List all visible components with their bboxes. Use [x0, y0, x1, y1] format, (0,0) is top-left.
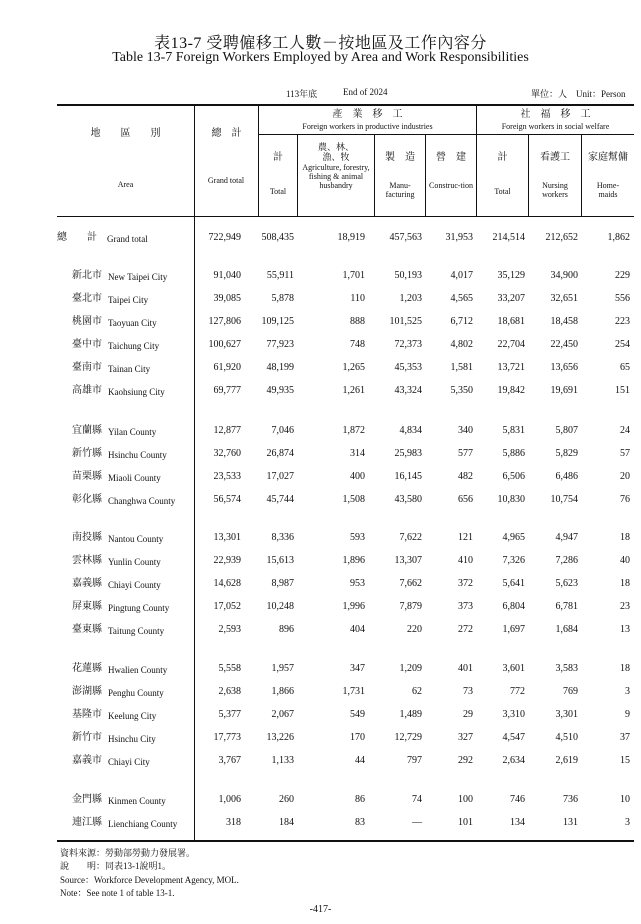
cell-maid: 24	[620, 425, 630, 436]
cell-manu: 25,983	[394, 448, 422, 459]
cell-grand: 13,301	[213, 532, 241, 543]
cell-agri: 86	[355, 794, 365, 805]
table-top-rule	[57, 104, 634, 106]
row-area-en: Hwalien County	[108, 665, 168, 675]
cell-maid: 18	[620, 578, 630, 589]
cell-grand: 100,627	[208, 339, 241, 350]
col-divider-agri	[374, 134, 375, 216]
header-area-zh: 地 區 別	[90, 128, 161, 139]
header-nurse-en: Nursing workers	[542, 181, 568, 199]
page-number: -417-	[309, 904, 332, 915]
header-cons-en: Construc-tion	[429, 181, 473, 190]
cell-maid: 23	[620, 601, 630, 612]
row-area-en: Taichung City	[108, 341, 160, 351]
row-area-en: Miaoli County	[108, 473, 161, 483]
cell-grand: 5,377	[218, 709, 241, 720]
unit-zh: 單位：人	[531, 89, 568, 99]
cell-s-total: 19,842	[497, 385, 525, 396]
header-cons-zh: 營 建	[436, 152, 466, 163]
cell-cons: 4,017	[450, 270, 473, 281]
cell-maid: 76	[620, 494, 630, 505]
cell-s-total: 33,207	[497, 293, 525, 304]
cell-p-total: 8,336	[271, 532, 294, 543]
cell-agri: 953	[350, 578, 365, 589]
cell-manu: 1,203	[399, 293, 422, 304]
row-area-zh: 嘉義市	[72, 755, 102, 766]
row-area-zh: 澎湖縣	[72, 686, 102, 697]
header-agri-en: Agriculture, forestry, fishing & animal husbandry	[302, 163, 370, 190]
cell-manu: 797	[407, 755, 422, 766]
row-area-zh: 臺中市	[72, 339, 102, 350]
row-area-zh: 總 計	[57, 232, 97, 243]
cell-nurse: 7,286	[555, 555, 578, 566]
cell-agri: 18,919	[337, 232, 365, 243]
cell-agri: 347	[350, 663, 365, 674]
cell-s-total: 5,831	[502, 425, 525, 436]
cell-grand: 56,574	[213, 494, 241, 505]
row-area-en: Lienchiang County	[108, 819, 178, 829]
row-area-zh: 桃園市	[72, 316, 102, 327]
row-area-zh: 新竹縣	[72, 448, 102, 459]
row-area-en: Hsinchu County	[108, 450, 167, 460]
cell-cons: 373	[458, 601, 473, 612]
row-area-en: Chiayi County	[108, 580, 161, 590]
cell-manu: 7,662	[399, 578, 422, 589]
row-area-en: Pingtung County	[108, 603, 170, 613]
cell-manu: 1,489	[399, 709, 422, 720]
cell-grand: 91,040	[213, 270, 241, 281]
cell-nurse: 34,900	[550, 270, 578, 281]
cell-cons: 101	[458, 817, 473, 828]
cell-cons: 121	[458, 532, 473, 543]
cell-cons: 31,953	[445, 232, 473, 243]
cell-maid: 15	[620, 755, 630, 766]
cell-agri: 1,265	[342, 362, 365, 373]
cell-agri: 404	[350, 624, 365, 635]
cell-agri: 593	[350, 532, 365, 543]
cell-p-total: 508,435	[261, 232, 294, 243]
cell-s-total: 13,721	[497, 362, 525, 373]
cell-grand: 69,777	[213, 385, 241, 396]
cell-grand: 2,638	[218, 686, 241, 697]
header-maid-en: Home-maids	[596, 181, 620, 199]
cell-maid: 9	[625, 709, 630, 720]
cell-s-total: 2,634	[502, 755, 525, 766]
cell-cons: 5,350	[450, 385, 473, 396]
row-area-zh: 連江縣	[72, 817, 102, 828]
row-area-en: Tainan City	[108, 364, 151, 374]
cell-maid: 18	[620, 663, 630, 674]
cell-cons: 340	[458, 425, 473, 436]
row-area-en: Yilan County	[108, 427, 157, 437]
cell-s-total: 10,830	[497, 494, 525, 505]
cell-manu: 7,879	[399, 601, 422, 612]
cell-nurse: 3,301	[555, 709, 578, 720]
cell-p-total: 17,027	[266, 471, 294, 482]
row-area-en: Nantou County	[108, 534, 164, 544]
cell-grand: 22,939	[213, 555, 241, 566]
header-nurse-zh: 看護工	[540, 152, 570, 163]
table-bottom-rule	[57, 840, 634, 842]
header-maid-zh: 家庭幫傭	[588, 152, 628, 163]
row-area-en: Changhwa County	[108, 496, 176, 506]
cell-grand: 3,767	[218, 755, 241, 766]
cell-p-total: 184	[279, 817, 294, 828]
cell-agri: 400	[350, 471, 365, 482]
cell-agri: 1,701	[342, 270, 365, 281]
cell-maid: 20	[620, 471, 630, 482]
cell-nurse: 22,450	[550, 339, 578, 350]
cell-s-total: 7,326	[502, 555, 525, 566]
cell-p-total: 8,987	[271, 578, 294, 589]
cell-p-total: 26,874	[266, 448, 294, 459]
row-area-en: Grand total	[107, 234, 148, 244]
cell-s-total: 746	[510, 794, 525, 805]
row-area-zh: 彰化縣	[72, 494, 102, 505]
cell-grand: 5,558	[218, 663, 241, 674]
cell-manu: 7,622	[399, 532, 422, 543]
cell-cons: 401	[458, 663, 473, 674]
row-area-zh: 新北市	[72, 270, 102, 281]
cell-manu: 50,193	[394, 270, 422, 281]
cell-agri: 1,996	[342, 601, 365, 612]
row-area-zh: 雲林縣	[72, 555, 102, 566]
cell-cons: 100	[458, 794, 473, 805]
cell-s-total: 3,601	[502, 663, 525, 674]
cell-nurse: 32,651	[550, 293, 578, 304]
header-p-total-en: Total	[269, 187, 287, 196]
unit-en: Unit：Person	[576, 89, 626, 99]
note-en: Note：See note 1 of table 13-1.	[60, 888, 175, 898]
cell-maid: 1,862	[607, 232, 630, 243]
row-area-zh: 屏東縣	[72, 601, 102, 612]
cell-s-total: 5,886	[502, 448, 525, 459]
cell-p-total: 55,911	[266, 270, 294, 281]
row-area-zh: 嘉義縣	[72, 578, 102, 589]
cell-grand: 12,877	[213, 425, 241, 436]
cell-manu: 4,834	[399, 425, 422, 436]
cell-maid: 37	[620, 732, 630, 743]
cell-grand: 318	[226, 817, 241, 828]
col-divider-nurse	[581, 134, 582, 216]
row-area-zh: 臺南市	[72, 362, 102, 373]
cell-s-total: 18,681	[497, 316, 525, 327]
cell-maid: 3	[625, 686, 630, 697]
cell-agri: 1,261	[342, 385, 365, 396]
cell-manu: 13,307	[394, 555, 422, 566]
row-area-zh: 基隆市	[72, 709, 102, 720]
cell-cons: 327	[458, 732, 473, 743]
row-area-zh: 臺東縣	[72, 624, 102, 635]
row-area-en: Taoyuan City	[108, 318, 157, 328]
col-divider-manu	[425, 134, 426, 216]
row-area-zh: 宜蘭縣	[72, 425, 102, 436]
cell-grand: 32,760	[213, 448, 241, 459]
cell-cons: 577	[458, 448, 473, 459]
cell-s-total: 134	[510, 817, 525, 828]
header-s-total-zh: 計	[497, 152, 508, 163]
cell-s-total: 1,697	[502, 624, 525, 635]
cell-grand: 39,085	[213, 293, 241, 304]
row-area-en: Hsinchu City	[108, 734, 156, 744]
cell-s-total: 5,641	[502, 578, 525, 589]
cell-p-total: 5,878	[271, 293, 294, 304]
cell-manu: 62	[412, 686, 422, 697]
cell-grand: 17,052	[213, 601, 241, 612]
cell-manu: 16,145	[394, 471, 422, 482]
source-zh: 資料來源：勞動部勞動力發展署。	[60, 848, 196, 858]
row-area-zh: 花蓮縣	[72, 663, 102, 674]
cell-cons: 410	[458, 555, 473, 566]
col-divider-p-total	[297, 134, 298, 216]
cell-maid: 10	[620, 794, 630, 805]
cell-cons: 73	[463, 686, 473, 697]
cell-nurse: 1,684	[555, 624, 578, 635]
cell-manu: 43,580	[394, 494, 422, 505]
cell-cons: 4,802	[450, 339, 473, 350]
cell-s-total: 22,704	[497, 339, 525, 350]
cell-grand: 127,806	[208, 316, 241, 327]
cell-p-total: 1,133	[271, 755, 294, 766]
header-social-zh: 社 福 移 工	[520, 109, 591, 120]
cell-agri: 314	[350, 448, 365, 459]
cell-maid: 3	[625, 817, 630, 828]
cell-nurse: 19,691	[550, 385, 578, 396]
cell-s-total: 3,310	[502, 709, 525, 720]
row-area-zh: 苗栗縣	[72, 471, 102, 482]
cell-manu: —	[412, 817, 422, 828]
row-area-en: Kinmen County	[108, 796, 166, 806]
cell-grand: 17,773	[213, 732, 241, 743]
cell-cons: 656	[458, 494, 473, 505]
cell-p-total: 13,226	[266, 732, 294, 743]
cell-grand: 1,006	[218, 794, 241, 805]
cell-agri: 549	[350, 709, 365, 720]
header-area-en: Area	[117, 180, 134, 189]
cell-maid: 13	[620, 624, 630, 635]
cell-cons: 272	[458, 624, 473, 635]
cell-agri: 1,731	[342, 686, 365, 697]
cell-cons: 482	[458, 471, 473, 482]
header-agri-zh: 農、林、漁、牧	[317, 142, 354, 162]
row-area-en: Taitung County	[108, 626, 165, 636]
row-area-en: Keelung City	[108, 711, 157, 721]
cell-manu: 43,324	[394, 385, 422, 396]
cell-nurse: 736	[563, 794, 578, 805]
cell-nurse: 3,583	[555, 663, 578, 674]
row-area-zh: 金門縣	[72, 794, 102, 805]
cell-nurse: 131	[563, 817, 578, 828]
cell-nurse: 10,754	[550, 494, 578, 505]
cell-nurse: 4,947	[555, 532, 578, 543]
cell-manu: 457,563	[389, 232, 422, 243]
row-area-en: Penghu County	[108, 688, 164, 698]
header-p-total-zh: 計	[273, 152, 283, 163]
cell-p-total: 45,744	[266, 494, 294, 505]
row-area-en: New Taipei City	[108, 272, 168, 282]
header-grand-zh: 總 計	[211, 128, 242, 139]
cell-maid: 229	[615, 270, 630, 281]
cell-maid: 151	[615, 385, 630, 396]
cell-manu: 101,525	[389, 316, 422, 327]
cell-nurse: 6,486	[555, 471, 578, 482]
cell-agri: 1,872	[342, 425, 365, 436]
cell-grand: 23,533	[213, 471, 241, 482]
cell-nurse: 6,781	[555, 601, 578, 612]
cell-s-total: 4,547	[502, 732, 525, 743]
cell-agri: 44	[355, 755, 365, 766]
cell-nurse: 5,829	[555, 448, 578, 459]
cell-grand: 722,949	[208, 232, 241, 243]
cell-nurse: 4,510	[555, 732, 578, 743]
cell-nurse: 769	[563, 686, 578, 697]
header-productive-en: Foreign workers in productive industries	[302, 122, 433, 131]
period-en: End of 2024	[343, 87, 388, 97]
col-divider-s-total	[528, 134, 529, 216]
cell-nurse: 13,656	[550, 362, 578, 373]
cell-manu: 12,729	[394, 732, 422, 743]
cell-cons: 4,565	[450, 293, 473, 304]
cell-cons: 1,581	[450, 362, 473, 373]
cell-p-total: 15,613	[266, 555, 294, 566]
header-grand-en: Grand total	[207, 176, 245, 185]
cell-p-total: 1,957	[271, 663, 294, 674]
cell-maid: 18	[620, 532, 630, 543]
header-social-en: Foreign workers in social welfare	[501, 122, 610, 131]
row-area-en: Yunlin County	[108, 557, 161, 567]
cell-nurse: 5,807	[555, 425, 578, 436]
cell-maid: 223	[615, 316, 630, 327]
cell-p-total: 109,125	[261, 316, 294, 327]
cell-p-total: 77,923	[266, 339, 294, 350]
cell-p-total: 260	[279, 794, 294, 805]
cell-maid: 254	[615, 339, 630, 350]
group-header-rule	[258, 134, 634, 135]
cell-s-total: 4,965	[502, 532, 525, 543]
row-area-zh: 臺北市	[72, 293, 102, 304]
cell-agri: 170	[350, 732, 365, 743]
cell-p-total: 10,248	[266, 601, 294, 612]
cell-cons: 292	[458, 755, 473, 766]
cell-nurse: 5,623	[555, 578, 578, 589]
cell-p-total: 7,046	[271, 425, 294, 436]
cell-s-total: 6,804	[502, 601, 525, 612]
row-area-zh: 南投縣	[72, 532, 102, 543]
row-area-en: Taipei City	[108, 295, 149, 305]
cell-maid: 65	[620, 362, 630, 373]
cell-s-total: 772	[510, 686, 525, 697]
cell-grand: 14,628	[213, 578, 241, 589]
header-bottom-rule	[57, 216, 634, 217]
note-zh: 說 明：同表13-1說明1。	[60, 861, 171, 871]
cell-p-total: 896	[279, 624, 294, 635]
cell-agri: 748	[350, 339, 365, 350]
cell-manu: 45,353	[394, 362, 422, 373]
cell-s-total: 214,514	[492, 232, 525, 243]
cell-agri: 83	[355, 817, 365, 828]
row-area-en: Chiayi City	[108, 757, 150, 767]
row-area-zh: 新竹市	[72, 732, 102, 743]
cell-nurse: 18,458	[550, 316, 578, 327]
cell-maid: 40	[620, 555, 630, 566]
header-productive-zh: 產 業 移 工	[332, 109, 403, 120]
cell-agri: 1,508	[342, 494, 365, 505]
cell-cons: 29	[463, 709, 473, 720]
cell-s-total: 35,129	[497, 270, 525, 281]
cell-manu: 1,209	[399, 663, 422, 674]
cell-s-total: 6,506	[502, 471, 525, 482]
cell-grand: 61,920	[213, 362, 241, 373]
cell-maid: 57	[620, 448, 630, 459]
cell-manu: 220	[407, 624, 422, 635]
table-title-en: Table 13-7 Foreign Workers Employed by Area and Work Responsibilities	[112, 50, 529, 65]
cell-p-total: 1,866	[271, 686, 294, 697]
table-title-zh: 表13-7 受聘僱移工人數－按地區及工作內容分	[154, 35, 487, 52]
cell-cons: 372	[458, 578, 473, 589]
cell-nurse: 2,619	[555, 755, 578, 766]
source-en: Source：Workforce Development Agency, MOL.	[60, 875, 239, 885]
cell-p-total: 48,199	[266, 362, 294, 373]
cell-cons: 6,712	[450, 316, 473, 327]
header-manu-zh: 製 造	[385, 152, 415, 163]
header-s-total-en: Total	[494, 187, 511, 196]
cell-agri: 110	[350, 293, 365, 304]
cell-nurse: 212,652	[545, 232, 578, 243]
cell-grand: 2,593	[218, 624, 241, 635]
cell-manu: 72,373	[394, 339, 422, 350]
cell-agri: 888	[350, 316, 365, 327]
cell-p-total: 49,935	[266, 385, 294, 396]
cell-maid: 556	[615, 293, 630, 304]
row-area-en: Kaohsiung City	[108, 387, 165, 397]
header-manu-en: Manu-facturing	[385, 181, 415, 199]
cell-p-total: 2,067	[271, 709, 294, 720]
period-zh: 113年底	[286, 89, 318, 99]
cell-manu: 74	[412, 794, 422, 805]
row-area-zh: 高雄市	[72, 385, 102, 396]
cell-agri: 1,896	[342, 555, 365, 566]
